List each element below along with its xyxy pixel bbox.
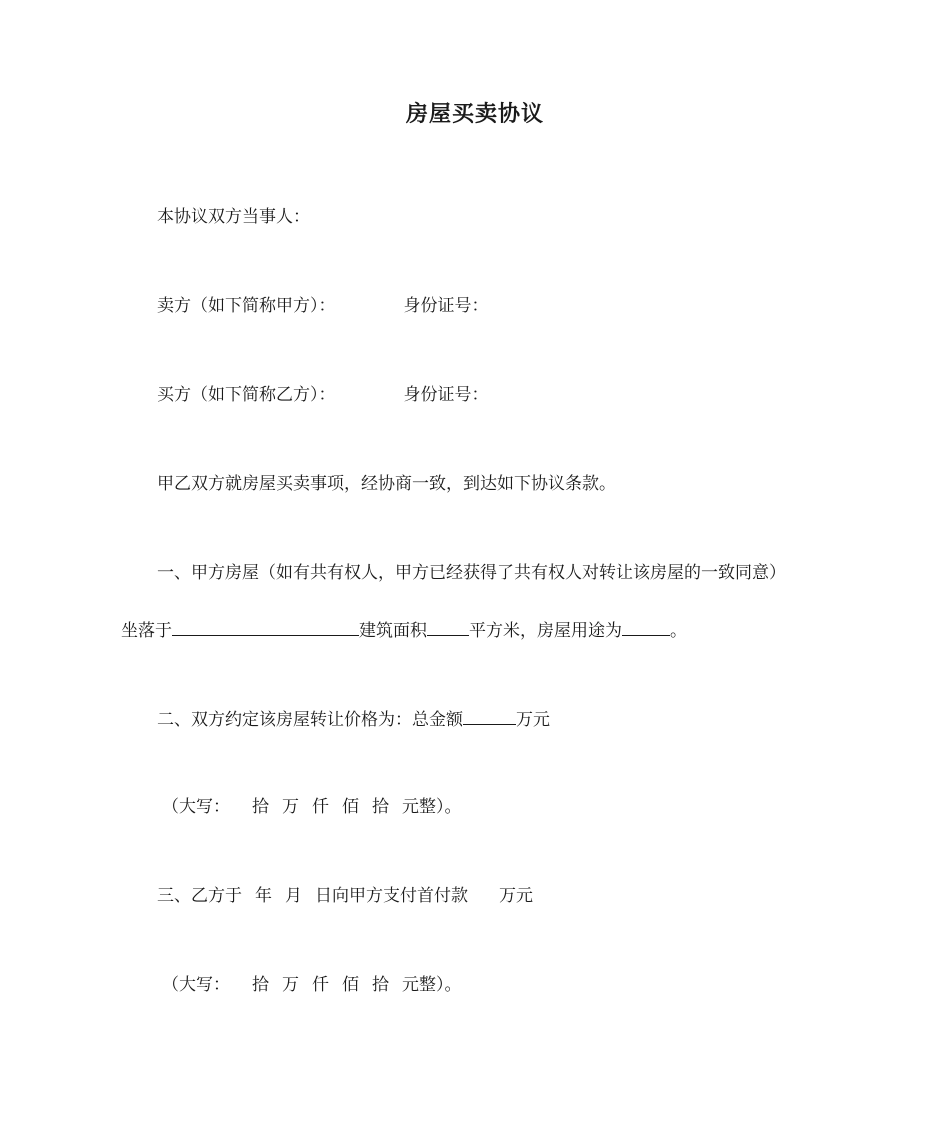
clause-3-line <box>157 884 533 908</box>
capital-amount-line-1 <box>162 795 462 819</box>
clause-3-day-text: 日向甲方支付首付款 <box>315 886 468 906</box>
buyer-line <box>157 383 489 407</box>
clause-3-year: 年 <box>255 886 272 906</box>
clause-2-unit: 万元 <box>516 710 550 730</box>
capital-qian: 仟 <box>312 975 329 995</box>
capital-close: 元整）。 <box>402 797 462 817</box>
seller-line <box>157 294 489 318</box>
document-title: 房屋买卖协议 <box>405 102 544 127</box>
location-blank[interactable] <box>172 617 359 636</box>
seller-id-label: 身份证号： <box>403 296 489 316</box>
building-area-label: 建筑面积 <box>359 621 427 641</box>
usage-blank[interactable] <box>622 617 670 636</box>
capital-shi-1: 拾 <box>252 797 269 817</box>
capital-bai: 佰 <box>342 797 359 817</box>
capital-open: （大写： <box>162 975 230 995</box>
clause-2-line <box>157 706 550 732</box>
capital-shi-2: 拾 <box>372 797 389 817</box>
agreement-statement <box>157 472 616 496</box>
capital-open: （大写： <box>162 797 230 817</box>
sqm-label: 平方米，房屋用途为 <box>469 621 622 641</box>
capital-wan: 万 <box>282 797 299 817</box>
capital-amount-line-2 <box>162 973 462 997</box>
capital-qian: 仟 <box>312 797 329 817</box>
located-at-label: 坐落于 <box>121 621 172 641</box>
capital-wan: 万 <box>282 975 299 995</box>
capital-shi-1: 拾 <box>252 975 269 995</box>
intro-text: 本协议双方当事人： <box>157 207 310 227</box>
capital-close: 元整）。 <box>402 975 462 995</box>
agreement-statement-text: 甲乙双方就房屋买卖事项，经协商一致，到达如下协议条款。 <box>157 474 616 494</box>
clause-3-unit: 万元 <box>499 886 533 906</box>
intro-line <box>157 205 310 229</box>
clause-1-line-2 <box>121 617 687 643</box>
clause-1-end: 。 <box>670 621 687 641</box>
seller-label: 卖方（如下简称甲方）： <box>157 296 336 316</box>
buyer-id-label: 身份证号： <box>403 385 489 405</box>
total-amount-blank[interactable] <box>463 706 516 725</box>
capital-bai: 佰 <box>342 975 359 995</box>
capital-shi-2: 拾 <box>372 975 389 995</box>
clause-1-text: 一、甲方房屋（如有共有权人，甲方已经获得了共有权人对转让该房屋的一致同意） <box>157 563 786 583</box>
area-blank[interactable] <box>427 617 469 636</box>
clause-3-month: 月 <box>285 886 302 906</box>
clause-2-text: 二、双方约定该房屋转让价格为：总金额 <box>157 710 463 730</box>
clause-3-prefix: 三、乙方于 <box>157 886 242 906</box>
buyer-label: 买方（如下简称乙方）： <box>157 385 336 405</box>
clause-1-line-1 <box>157 561 786 585</box>
